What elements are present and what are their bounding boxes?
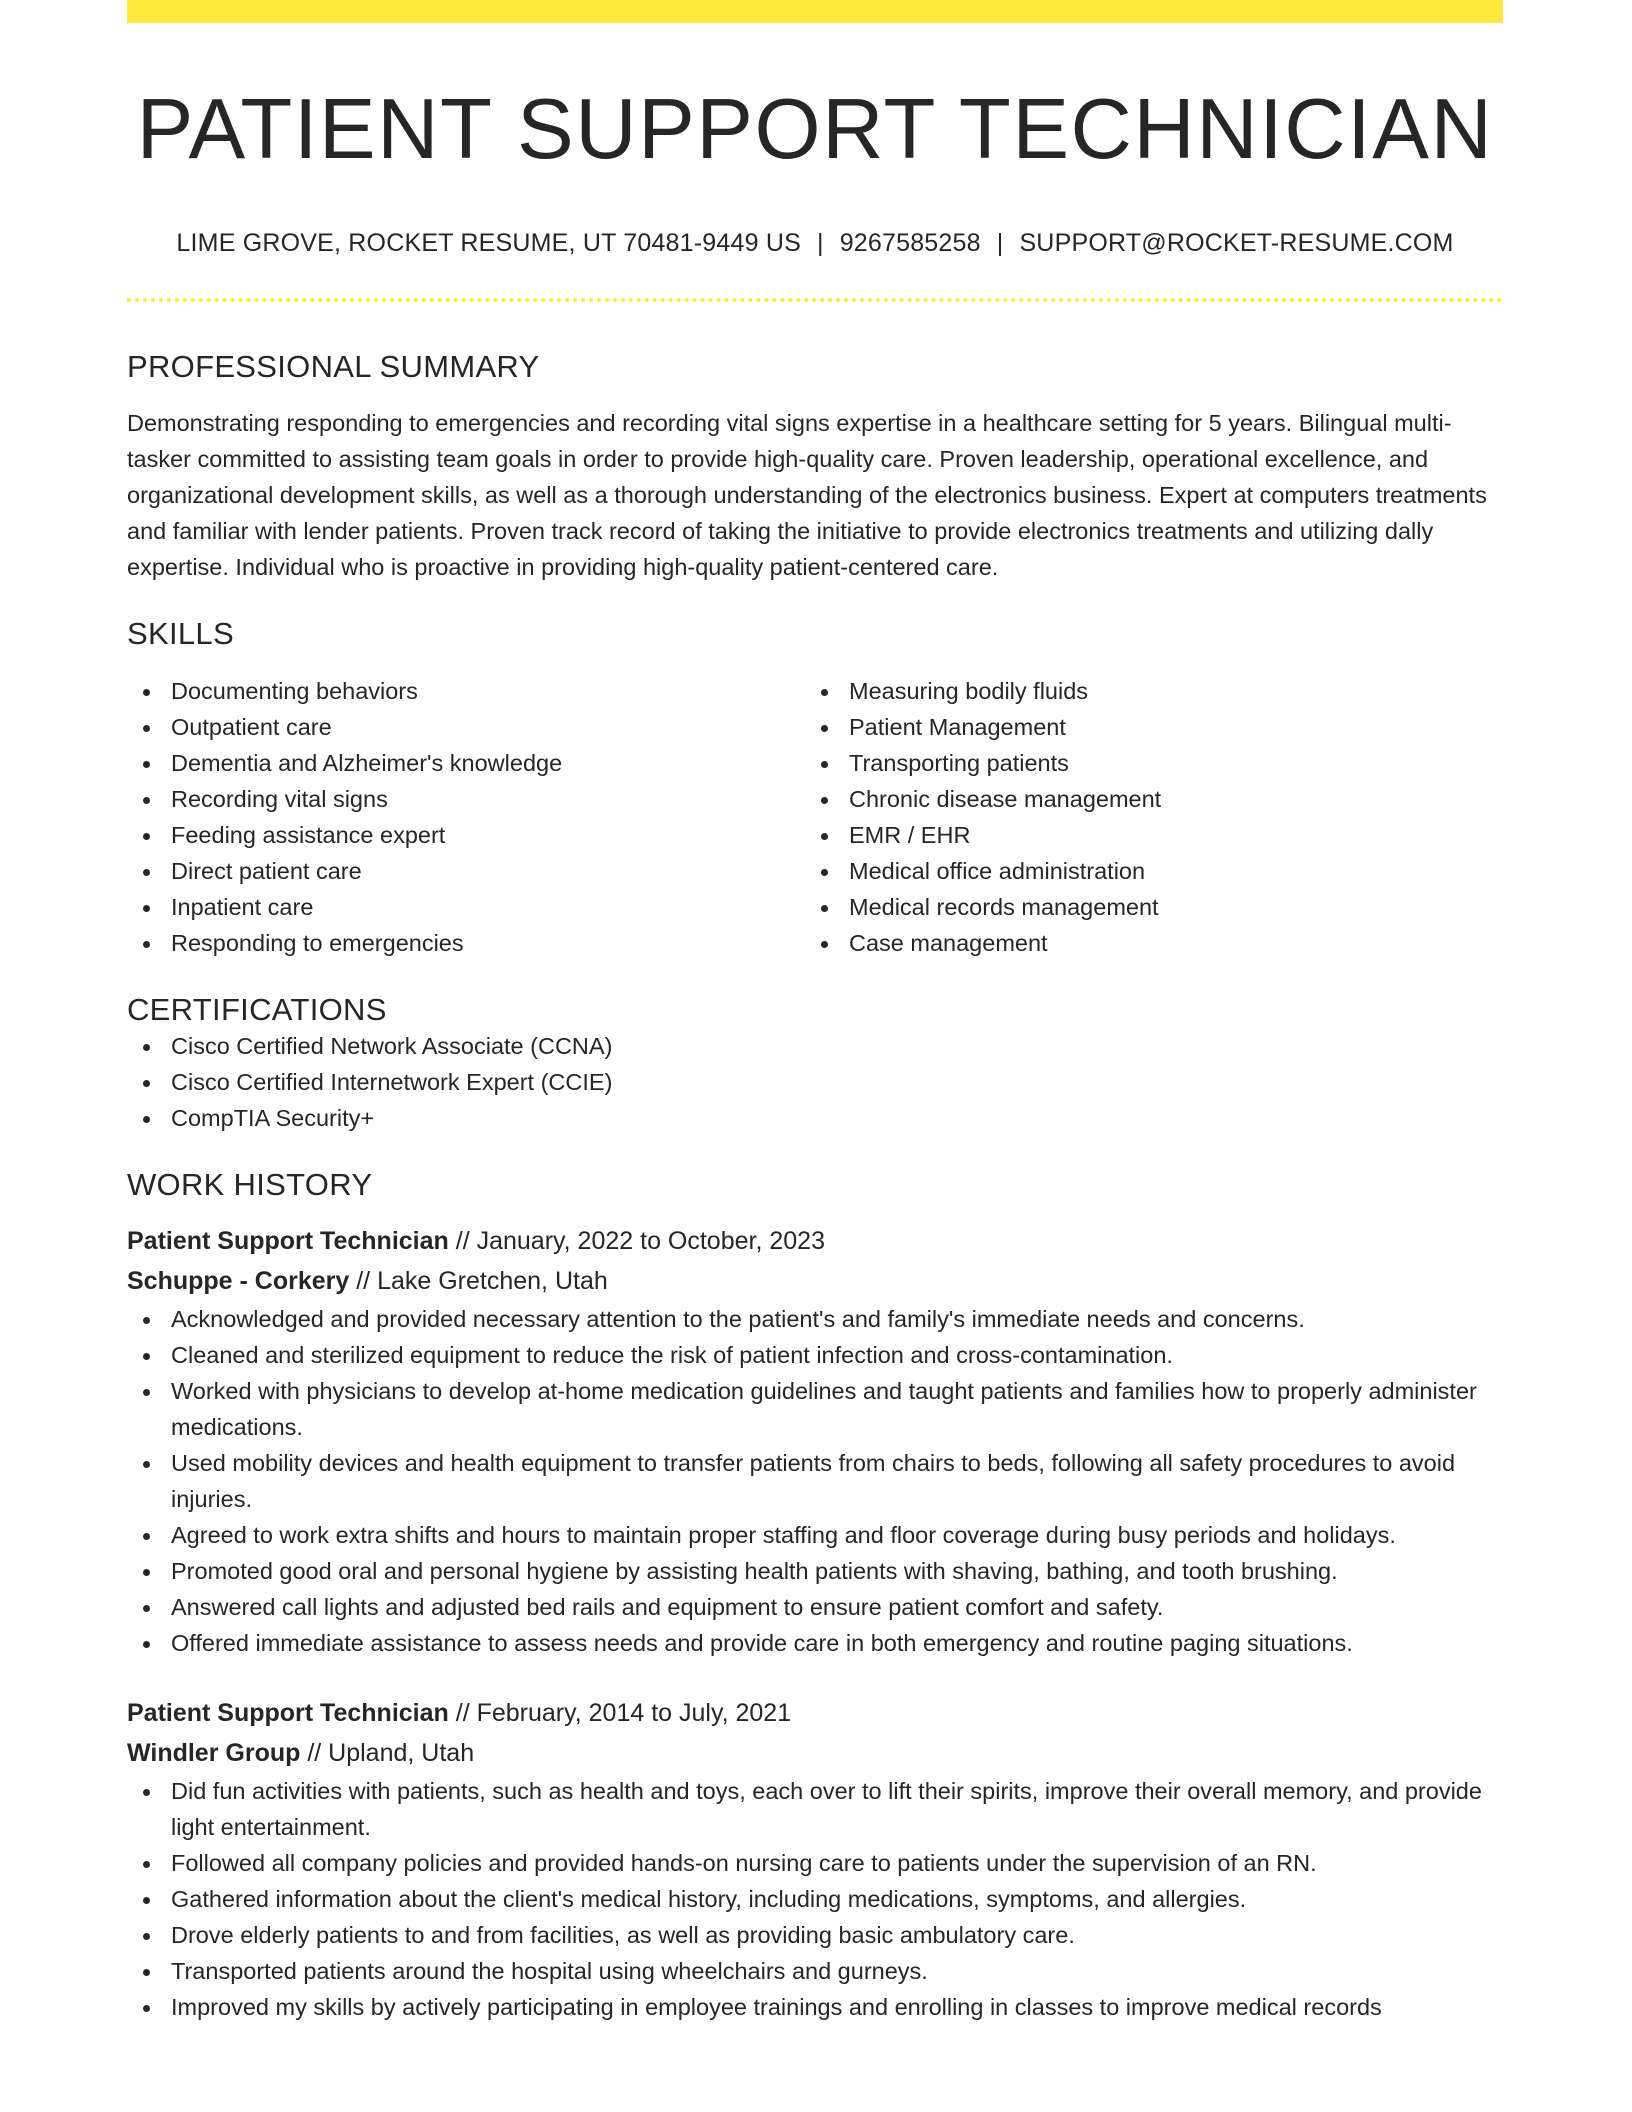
job-company: Windler Group (127, 1739, 301, 1767)
job-company: Schuppe - Corkery (127, 1267, 350, 1295)
contact-line (127, 228, 1503, 258)
job-bullet: Drove elderly patients to and from facilities, as well as providing basic ambulatory care. (127, 1917, 1503, 1953)
skill-item: Chronic disease management (805, 781, 1483, 817)
contact-phone: 9267585258 (839, 229, 981, 258)
job-entry (127, 1693, 1503, 2025)
certifications-list (127, 1028, 1503, 1136)
skills-section (127, 615, 1503, 960)
job-bullet: Offered immediate assistance to assess needs and provide care in both emergency and routine paging situations. (127, 1625, 1503, 1661)
top-accent-bar (127, 0, 1503, 23)
jobs-container (127, 1221, 1503, 2025)
skill-item: Measuring bodily fluids (805, 673, 1483, 709)
job-bullet: Followed all company policies and provided hands-on nursing care to patients under the supervision of an RN. (127, 1845, 1503, 1881)
certification-item: Cisco Certified Network Associate (CCNA) (127, 1028, 1503, 1064)
contact-address: LIME GROVE, ROCKET RESUME, UT 70481-9449 US (176, 229, 801, 258)
skill-item: Feeding assistance expert (127, 817, 805, 853)
skill-item: Inpatient care (127, 889, 805, 925)
skill-item: Medical records management (805, 889, 1483, 925)
contact-separator: | (996, 229, 1004, 258)
candidate-name: PATIENT SUPPORT TECHNICIAN (136, 82, 1494, 177)
certifications-section (127, 991, 1503, 1136)
skill-item: Outpatient care (127, 709, 805, 745)
section-title-skills: SKILLS (127, 616, 234, 652)
professional-summary-section (127, 348, 1503, 585)
work-history-section (127, 1166, 1503, 2025)
job-title-line (127, 1693, 1503, 1733)
certification-item: Cisco Certified Internetwork Expert (CCIE) (127, 1064, 1503, 1100)
section-title-work-history: WORK HISTORY (127, 1166, 373, 1202)
job-bullet: Used mobility devices and health equipment to transfer patients from chairs to beds, following all safety procedures to avoid injuries. (127, 1445, 1503, 1517)
job-title-line (127, 1221, 1503, 1261)
job-dates: // February, 2014 to July, 2021 (448, 1699, 792, 1727)
skill-item: Medical office administration (805, 853, 1483, 889)
contact-separator: | (816, 229, 824, 258)
skill-item: Transporting patients (805, 745, 1483, 781)
job-location: // Upland, Utah (300, 1739, 475, 1767)
summary-paragraph: Demonstrating responding to emergencies and recording vital signs expertise in a healthcare setting for 5 years. Bilingual multi-tasker committed to assisting team goals in order to provide high-quality care. Proven leadership, operational excellence, and organizational development skills, as well as a thorough understanding of the electronics business. Expert at computers treatments and familiar with lender patients. Proven track record of taking the initiative to provide electronics treatments and utilizing dally expertise. Individual who is proactive in providing high-quality patient-centered care. (127, 410, 1487, 581)
skill-item: Case management (805, 925, 1483, 961)
job-role: Patient Support Technician (127, 1227, 449, 1255)
section-title-certifications: CERTIFICATIONS (127, 991, 387, 1027)
section-title-summary: PROFESSIONAL SUMMARY (127, 349, 540, 385)
job-bullet: Answered call lights and adjusted bed rails and equipment to ensure patient comfort and safety. (127, 1589, 1503, 1625)
job-dates: // January, 2022 to October, 2023 (448, 1227, 825, 1255)
skill-item: Dementia and Alzheimer's knowledge (127, 745, 805, 781)
job-bullet: Acknowledged and provided necessary attention to the patient's and family's immediate needs and concerns. (127, 1301, 1503, 1337)
job-bullet: Cleaned and sterilized equipment to reduce the risk of patient infection and cross-contamination. (127, 1337, 1503, 1373)
job-bullet: Promoted good oral and personal hygiene by assisting health patients with shaving, bathing, and tooth brushing. (127, 1553, 1503, 1589)
job-bullet: Worked with physicians to develop at-home medication guidelines and taught patients and families how to properly administer medications. (127, 1373, 1503, 1445)
job-bullet: Did fun activities with patients, such as health and toys, each over to lift their spirits, improve their overall memory, and provide light entertainment. (127, 1773, 1503, 1845)
job-bullets (127, 1773, 1503, 2025)
job-bullet: Transported patients around the hospital using wheelchairs and gurneys. (127, 1953, 1503, 1989)
job-bullet: Agreed to work extra shifts and hours to maintain proper staffing and floor coverage during busy periods and holidays. (127, 1517, 1503, 1553)
job-role: Patient Support Technician (127, 1699, 449, 1727)
skills-grid (127, 673, 1503, 961)
job-location: // Lake Gretchen, Utah (349, 1267, 608, 1295)
skill-item: Patient Management (805, 709, 1483, 745)
skill-item: Documenting behaviors (127, 673, 805, 709)
skill-item: Recording vital signs (127, 781, 805, 817)
skill-item: Responding to emergencies (127, 925, 805, 961)
dotted-divider (127, 298, 1503, 302)
job-bullets (127, 1301, 1503, 1661)
skills-column-right (805, 673, 1483, 961)
job-bullet: Gathered information about the client's medical history, including medications, symptoms, and allergies. (127, 1881, 1503, 1917)
skill-item: EMR / EHR (805, 817, 1483, 853)
skills-column-left (127, 673, 805, 961)
resume-page (127, 0, 1503, 2025)
certification-item: CompTIA Security+ (127, 1100, 1503, 1136)
contact-email: SUPPORT@ROCKET-RESUME.COM (1019, 229, 1454, 258)
job-company-line (127, 1261, 1503, 1301)
job-company-line (127, 1733, 1503, 1773)
job-entry (127, 1221, 1503, 1661)
job-bullet: Improved my skills by actively participating in employee trainings and enrolling in classes to improve medical records (127, 1989, 1503, 2025)
skill-item: Direct patient care (127, 853, 805, 889)
